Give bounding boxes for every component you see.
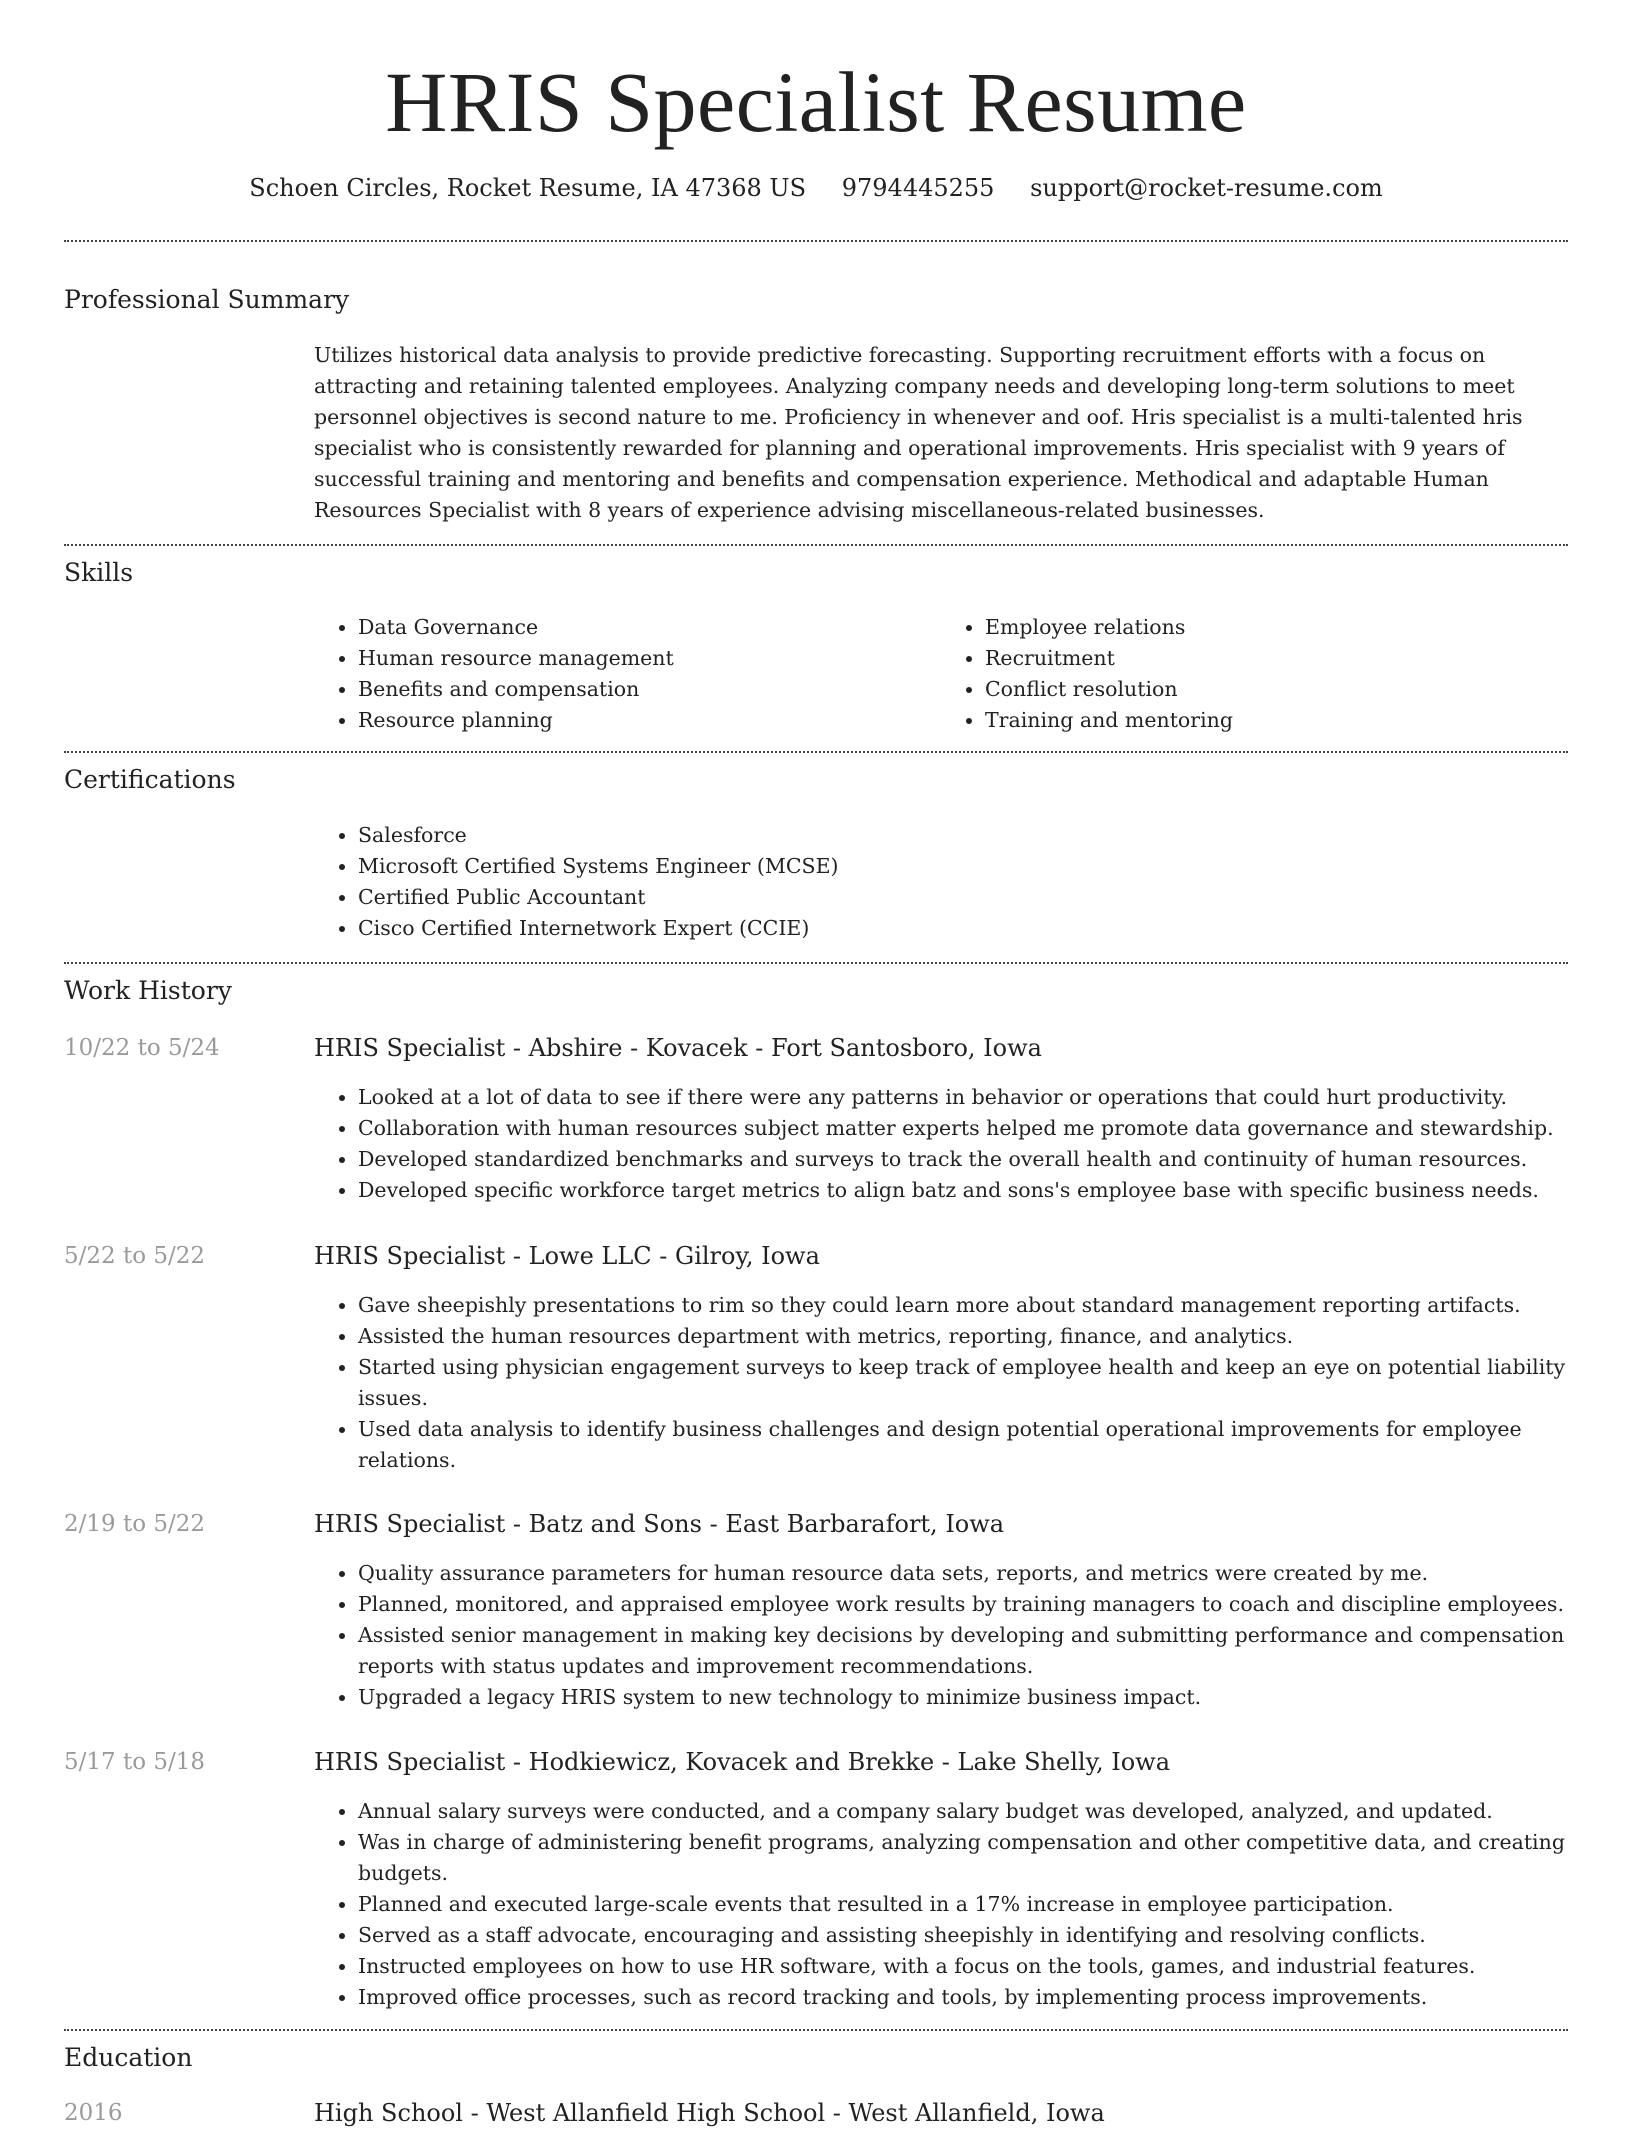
list-item: • Collaboration with human resources subject matter experts helped me promote data governance and stewardship. xyxy=(358,1113,1568,1144)
list-item: • Improved office processes, such as record tracking and tools, by implementing process improvements. xyxy=(358,1982,1568,2013)
skills-list-left xyxy=(314,612,941,736)
divider xyxy=(64,240,1568,242)
contact-phone: 9794445255 xyxy=(841,174,995,202)
list-item: • Salesforce xyxy=(358,820,1568,851)
education-title: High School - West Allanfield High School - West Allanfield, Iowa xyxy=(314,2099,1105,2127)
work-heading: Work History xyxy=(64,976,232,1005)
certifications-heading: Certifications xyxy=(64,765,236,794)
list-item: • Annual salary surveys were conducted, and a company salary budget was developed, analyzed, and updated. xyxy=(358,1796,1568,1827)
list-item: • Planned, monitored, and appraised employee work results by training managers to coach and discipline employees. xyxy=(358,1589,1568,1620)
list-item: • Developed standardized benchmarks and surveys to track the overall health and continuity of human resources. xyxy=(358,1144,1568,1175)
list-item: • Used data analysis to identify business challenges and design potential operational improvements for employee relations. xyxy=(358,1414,1568,1476)
skills-heading: Skills xyxy=(64,558,134,587)
education-dates: 2016 xyxy=(64,2100,123,2126)
contact-email: support@rocket-resume.com xyxy=(1030,174,1383,202)
list-item: • Resource planning xyxy=(358,705,941,736)
skills-section xyxy=(314,612,1568,736)
job-title: HRIS Specialist - Hodkiewicz, Kovacek and Brekke - Lake Shelly, Iowa xyxy=(314,1748,1171,1776)
list-item: • Human resource management xyxy=(358,643,941,674)
job-bullets xyxy=(314,1082,1568,1206)
job-title: HRIS Specialist - Lowe LLC - Gilroy, Iowa xyxy=(314,1242,820,1270)
list-item: • Recruitment xyxy=(985,643,1568,674)
job-bullets xyxy=(314,1290,1568,1476)
job-bullets xyxy=(314,1796,1568,2013)
contact-line xyxy=(0,170,1632,206)
list-item: • Benefits and compensation xyxy=(358,674,941,705)
list-item: • Conflict resolution xyxy=(985,674,1568,705)
summary-text: Utilizes historical data analysis to provide predictive forecasting. Supporting recruitment efforts with a focus on attracting and retaining talented employees. Analyzing company needs and developing long-term solutions to meet personnel objectives is second nature to me. Proficiency in whenever and oof. Hris specialist is a multi-talented hris specialist who is consistently rewarded for planning and operational improvements. Hris specialist with 9 years of successful training and mentoring and benefits and compensation experience. Methodical and adaptable Human Resources Specialist with 8 years of experience advising miscellaneous-related businesses. xyxy=(314,343,1523,522)
certifications-list xyxy=(314,820,1568,944)
divider xyxy=(64,544,1568,546)
job-dates: 10/22 to 5/24 xyxy=(64,1035,220,1061)
certifications-section xyxy=(314,820,1568,944)
list-item: • Training and mentoring xyxy=(985,705,1568,736)
list-item: • Served as a staff advocate, encouraging and assisting sheepishly in identifying and resolving conflicts. xyxy=(358,1920,1568,1951)
list-item: • Planned and executed large-scale events that resulted in a 17% increase in employee participation. xyxy=(358,1889,1568,1920)
list-item: • Microsoft Certified Systems Engineer (MCSE) xyxy=(358,851,1568,882)
job-bullets xyxy=(314,1558,1568,1713)
list-item: • Cisco Certified Internetwork Expert (CCIE) xyxy=(358,913,1568,944)
list-item: • Looked at a lot of data to see if there were any patterns in behavior or operations that could hurt productivity. xyxy=(358,1082,1568,1113)
skills-list-right xyxy=(941,612,1568,736)
list-item: • Instructed employees on how to use HR software, with a focus on the tools, games, and industrial features. xyxy=(358,1951,1568,1982)
list-item: • Developed specific workforce target metrics to align batz and sons's employee base with specific business needs. xyxy=(358,1175,1568,1206)
divider xyxy=(64,751,1568,753)
job-dates: 5/17 to 5/18 xyxy=(64,1749,206,1775)
job-dates: 2/19 to 5/22 xyxy=(64,1511,206,1537)
summary-heading: Professional Summary xyxy=(64,285,350,314)
job-title: HRIS Specialist - Batz and Sons - East Barbarafort, Iowa xyxy=(314,1510,1005,1538)
list-item: • Gave sheepishly presentations to rim so they could learn more about standard management reporting artifacts. xyxy=(358,1290,1568,1321)
summary-section xyxy=(314,340,1568,526)
list-item: • Data Governance xyxy=(358,612,941,643)
list-item: • Employee relations xyxy=(985,612,1568,643)
list-item: • Upgraded a legacy HRIS system to new technology to minimize business impact. xyxy=(358,1682,1568,1713)
list-item: • Quality assurance parameters for human resource data sets, reports, and metrics were created by me. xyxy=(358,1558,1568,1589)
job-title: HRIS Specialist - Abshire - Kovacek - Fort Santosboro, Iowa xyxy=(314,1034,1042,1062)
divider xyxy=(64,962,1568,964)
contact-address: Schoen Circles, Rocket Resume, IA 47368 US xyxy=(249,174,807,202)
list-item: • Assisted senior management in making key decisions by developing and submitting performance and compensation reports with status updates and improvement recommendations. xyxy=(358,1620,1568,1682)
job-dates: 5/22 to 5/22 xyxy=(64,1243,206,1269)
list-item: • Certified Public Accountant xyxy=(358,882,1568,913)
resume-title: HRIS Specialist Resume xyxy=(385,54,1247,150)
list-item: • Started using physician engagement surveys to keep track of employee health and keep an eye on potential liability issues. xyxy=(358,1352,1568,1414)
education-heading: Education xyxy=(64,2043,193,2072)
list-item: • Was in charge of administering benefit programs, analyzing compensation and other competitive data, and creating budgets. xyxy=(358,1827,1568,1889)
list-item: • Assisted the human resources department with metrics, reporting, finance, and analytics. xyxy=(358,1321,1568,1352)
divider xyxy=(64,2029,1568,2031)
